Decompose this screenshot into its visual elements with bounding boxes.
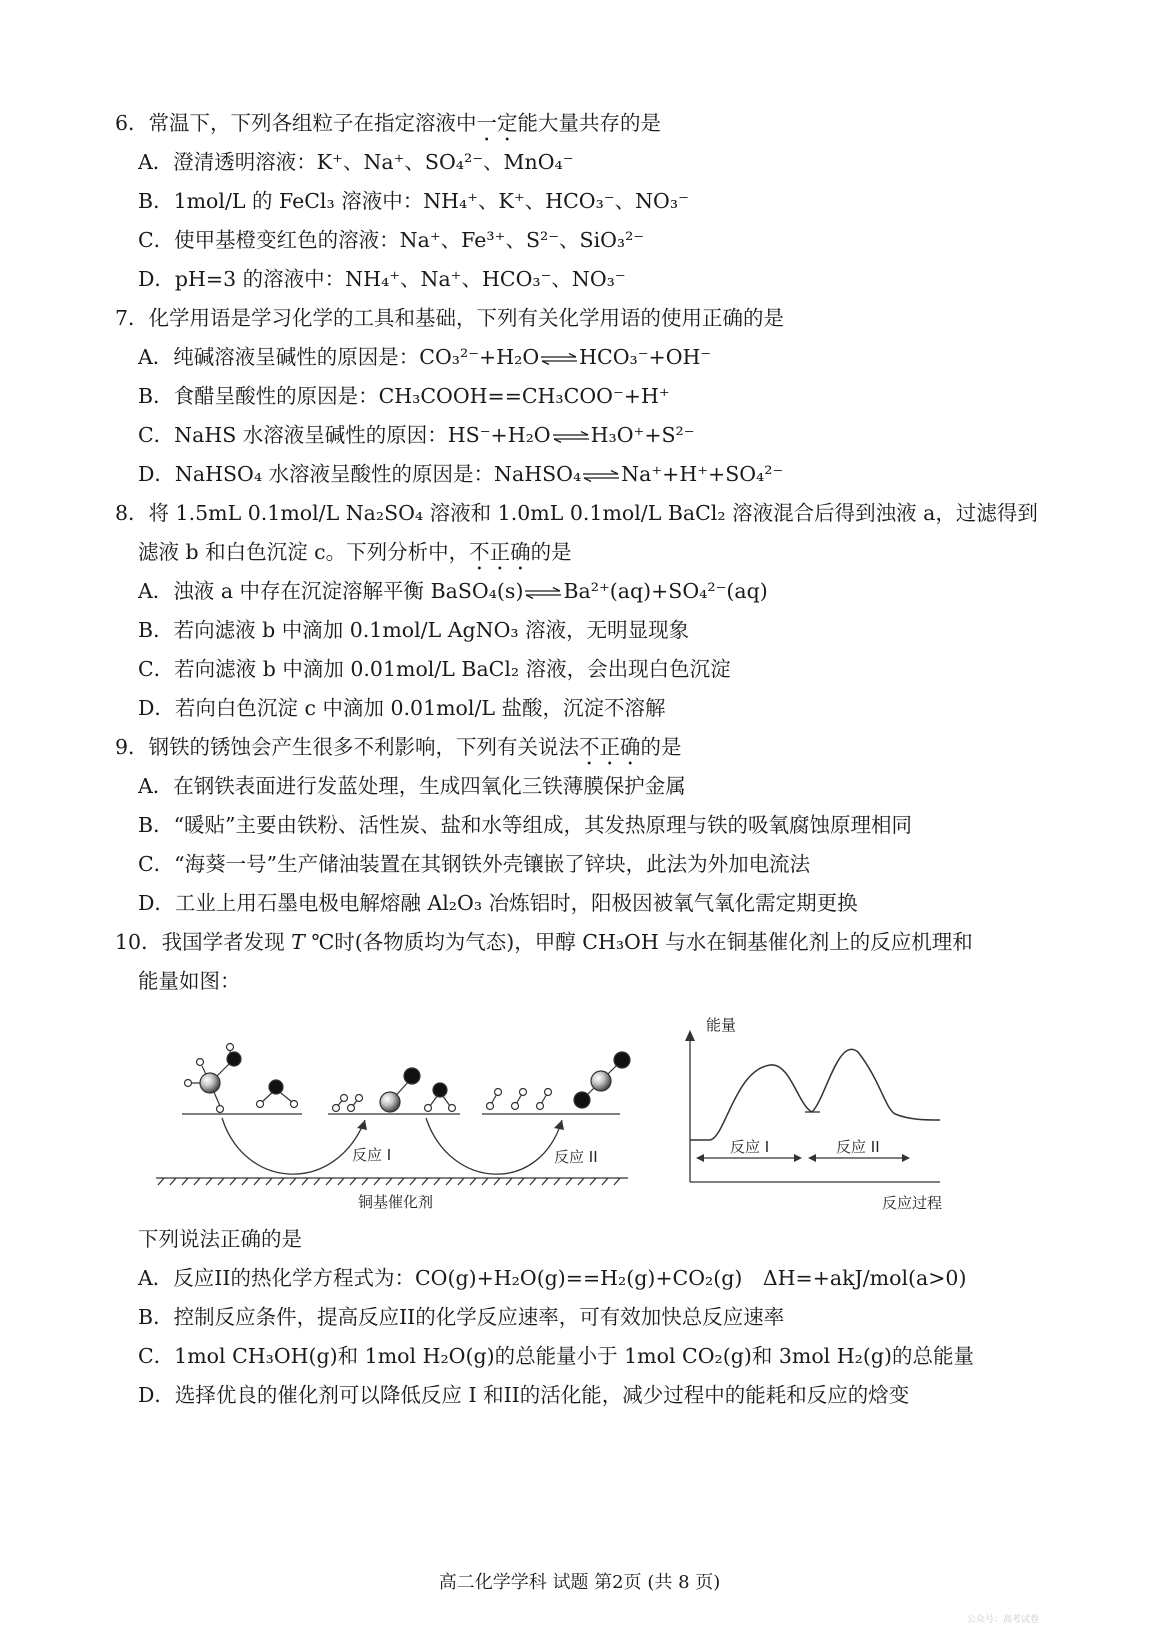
question-10-stem-line2: 能量如图： xyxy=(138,969,241,993)
hydrogen-molecules-3 xyxy=(487,1089,552,1110)
emphasis-bu-zhengque: 不正确 xyxy=(579,735,641,759)
question-9-stem: 9．钢铁的锈蚀会产生很多不利影响，下列有关说法不正确的是 xyxy=(115,735,682,759)
q7-option-c: C．NaHS 水溶液呈碱性的原因：HS⁻+H₂O H₃O⁺+S²⁻ xyxy=(138,423,695,447)
question-8-stem-line2: 滤液 b 和白色沉淀 c。下列分析中，不正确的是 xyxy=(138,540,572,564)
emphasis-bu-zhengque: 不正确 xyxy=(469,540,531,564)
water-molecule-2 xyxy=(425,1083,456,1112)
q6-option-b: B．1mol/L 的 FeCl₃ 溶液中：NH₄⁺、K⁺、HCO₃⁻、NO₃⁻ xyxy=(138,189,689,213)
watermark: 公众号：高考试卷 xyxy=(966,1615,1039,1625)
reaction-2-path xyxy=(426,1118,562,1174)
equilibrium-arrow-icon xyxy=(552,431,590,443)
q8-option-b: B．若向滤液 b 中滴加 0.1mol/L AgNO₃ 溶液，无明显现象 xyxy=(138,618,690,642)
equilibrium-arrow-icon xyxy=(524,587,562,599)
question-7-stem: 7．化学用语是学习化学的工具和基础，下列有关化学用语的使用正确的是 xyxy=(115,306,785,330)
q6-option-c: C．使甲基橙变红色的溶液：Na⁺、Fe³⁺、S²⁻、SiO₃²⁻ xyxy=(138,228,645,252)
reaction-1-label: 反应 I xyxy=(352,1146,392,1164)
equilibrium-arrow-icon xyxy=(540,353,578,365)
q6-option-d: D．pH=3 的溶液中：NH₄⁺、Na⁺、HCO₃⁻、NO₃⁻ xyxy=(138,267,626,291)
equilibrium-arrow-icon xyxy=(582,470,620,482)
q10-option-c: C．1mol CH₃OH(g)和 1mol H₂O(g)的总能量小于 1mol CO₂(g)和 3mol H₂(g)的总能量 xyxy=(138,1344,974,1368)
hydrogen-molecules xyxy=(333,1095,363,1112)
q9-option-c: C．“海葵一号”生产储油装置在其钢铁外壳镶嵌了锌块，此法为外加电流法 xyxy=(138,852,811,876)
q10-prompt: 下列说法正确的是 xyxy=(138,1227,302,1251)
question-10-stem-line1: 10．我国学者发现 T ℃时(各物质均为气态)，甲醇 CH₃OH 与水在铜基催化剂上的反应机理和 xyxy=(115,930,973,954)
question-6-stem: 6．常温下，下列各组粒子在指定溶液中一定能大量共存的是 xyxy=(115,111,662,135)
water-molecule xyxy=(257,1080,298,1108)
question-8-stem-line1: 8．将 1.5mL 0.1mol/L Na₂SO₄ 溶液和 1.0mL 0.1mol/L BaCl₂ 溶液混合后得到浊液 a，过滤得到 xyxy=(115,501,1038,525)
q6-option-a: A．澄清透明溶液：K⁺、Na⁺、SO₄²⁻、MnO₄⁻ xyxy=(138,150,574,174)
q8-option-a: A．浊液 a 中存在沉淀溶解平衡 BaSO₄(s) Ba²⁺(aq)+SO₄²⁻(aq) xyxy=(138,579,768,603)
co-molecule xyxy=(380,1068,420,1112)
energy-curve xyxy=(690,1049,940,1140)
catalyst-surface xyxy=(156,1178,628,1185)
methanol-molecule xyxy=(185,1044,242,1113)
co2-molecule xyxy=(574,1052,630,1108)
emphasis-yiding: 一定 xyxy=(476,111,518,135)
energy-reaction-2-label: 反应 II xyxy=(836,1138,880,1156)
q8-option-d: D．若向白色沉淀 c 中滴加 0.01mol/L 盐酸，沉淀不溶解 xyxy=(138,696,666,720)
q10-option-a: A．反应II的热化学方程式为：CO(g)+H₂O(g)==H₂(g)+CO₂(g) ΔH=+akJ/mol(a>0) xyxy=(138,1266,967,1290)
page-footer: 高二化学学科 试题 第2页 (共 8 页) xyxy=(438,1572,721,1593)
q10-option-d: D．选择优良的催化剂可以降低反应 I 和II的活化能，减少过程中的能耗和反应的焓变 xyxy=(138,1383,910,1407)
energy-axis-label: 能量 xyxy=(706,1016,737,1034)
energy-diagram xyxy=(685,1030,940,1182)
reaction-2-label: 反应 II xyxy=(554,1148,598,1166)
energy-reaction-1-label: 反应 I xyxy=(730,1138,770,1156)
reaction-1-path xyxy=(222,1118,365,1174)
catalyst-label: 铜基催化剂 xyxy=(358,1193,434,1211)
q7-option-b: B．食醋呈酸性的原因是：CH₃COOH==CH₃COO⁻+H⁺ xyxy=(138,384,670,408)
q9-option-a: A．在钢铁表面进行发蓝处理，生成四氧化三铁薄膜保护金属 xyxy=(138,774,686,798)
process-axis-label: 反应过程 xyxy=(882,1194,943,1212)
q9-option-b: B．“暖贴”主要由铁粉、活性炭、盐和水等组成，其发热原理与铁的吸氧腐蚀原理相同 xyxy=(138,813,913,837)
q7-option-d: D．NaHSO₄ 水溶液呈酸性的原因是：NaHSO₄ Na⁺+H⁺+SO₄²⁻ xyxy=(138,462,784,486)
q10-option-b: B．控制反应条件，提高反应II的化学反应速率，可有效加快总反应速率 xyxy=(138,1305,785,1329)
q8-option-c: C．若向滤液 b 中滴加 0.01mol/L BaCl₂ 溶液，会出现白色沉淀 xyxy=(138,657,731,681)
q7-option-a: A．纯碱溶液呈碱性的原因是：CO₃²⁻+H₂O HCO₃⁻+OH⁻ xyxy=(138,345,712,369)
q9-option-d: D．工业上用石墨电极电解熔融 Al₂O₃ 冶炼铝时，阳极因被氧气氧化需定期更换 xyxy=(138,891,858,915)
